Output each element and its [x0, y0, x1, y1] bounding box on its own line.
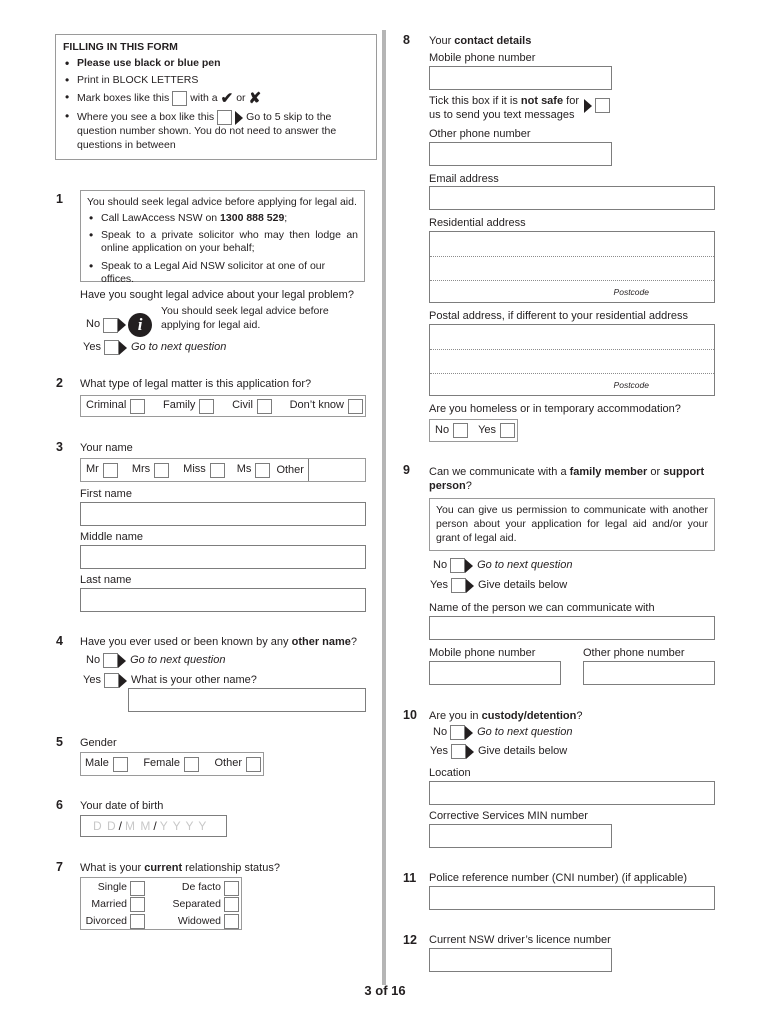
- q7-option-single: Single: [83, 880, 145, 896]
- q3-title-ms: Ms: [237, 463, 271, 478]
- q5-option-male: Male: [85, 757, 128, 772]
- q1-no-arrow-icon: [118, 318, 126, 332]
- q10-yes-row: [430, 744, 567, 759]
- sample-skip-checkbox: [217, 110, 232, 125]
- middle-name-label: Middle name: [80, 531, 143, 543]
- q7-options-box: [80, 877, 242, 930]
- q7-divorced-checkbox[interactable]: [130, 914, 145, 929]
- q1-no-label: No: [86, 318, 101, 331]
- q2-dont-know-checkbox[interactable]: [348, 399, 363, 414]
- homeless-options-box: [429, 419, 518, 442]
- q7-de-facto-checkbox[interactable]: [224, 881, 239, 896]
- dob-day-placeholder: D D: [93, 818, 117, 833]
- q7-option-separated: Separated: [159, 896, 239, 913]
- q7-right-column: [159, 880, 239, 930]
- q3-title-miss: Miss: [183, 463, 225, 478]
- q7-left-column: [83, 880, 145, 930]
- last-name-label: Last name: [80, 574, 132, 586]
- q3-question: Your name: [80, 442, 133, 454]
- q10-yes-arrow-icon: [466, 745, 474, 759]
- q3-title-box: [80, 458, 366, 482]
- q7-option-married: Married: [83, 896, 145, 913]
- q2-options-box: [80, 395, 366, 417]
- email-input[interactable]: [429, 186, 715, 210]
- residential-postcode-label: Postcode: [613, 287, 649, 298]
- q9-no-row: [433, 558, 572, 573]
- q1-no-row: [86, 313, 152, 337]
- instructions-list: [63, 57, 369, 152]
- q3-title-mrs: Mrs: [132, 463, 169, 478]
- q10-no-arrow-icon: [465, 726, 473, 740]
- q4-yes-checkbox[interactable]: [104, 673, 119, 688]
- q9-yes-arrow-icon: [466, 579, 474, 593]
- q7-option-divorced: Divorced: [83, 913, 145, 930]
- middle-name-input[interactable]: [80, 545, 366, 569]
- q9-yes-text: Give details below: [477, 578, 568, 591]
- first-name-input[interactable]: [80, 502, 366, 526]
- question-number-5: 5: [56, 735, 63, 749]
- sample-checkbox: [172, 91, 187, 106]
- q10-yes-checkbox[interactable]: [451, 744, 466, 759]
- page-number: 3 of 16: [364, 983, 406, 998]
- q10-yes-text: Give details below: [477, 744, 568, 757]
- min-number-input[interactable]: [429, 824, 612, 848]
- dob-separator-1: /: [118, 818, 124, 833]
- q5-other-checkbox[interactable]: [246, 757, 261, 772]
- q9-yes-label: Yes: [430, 578, 448, 591]
- q3-title-mr: Mr: [86, 463, 118, 478]
- police-reference-input[interactable]: [429, 886, 715, 910]
- date-of-birth-input[interactable]: [80, 815, 227, 837]
- q3-mrs-checkbox[interactable]: [154, 463, 169, 478]
- advice-list: [87, 212, 358, 286]
- not-safe-arrow-icon: [584, 99, 592, 113]
- q10-no-row: [433, 725, 572, 740]
- q4-yes-arrow-icon: [119, 674, 127, 688]
- q9-info-box: You can give us permission to communicate with another person about your application for legal aid and/or your grant of legal aid.: [429, 498, 715, 551]
- question-number-4: 4: [56, 634, 63, 648]
- q7-separated-checkbox[interactable]: [224, 897, 239, 912]
- contact-person-name-input[interactable]: [429, 616, 715, 640]
- mobile-label: Mobile phone number: [429, 52, 536, 64]
- not-safe-text: Tick this box if it is not safe for us to send you text messages: [429, 95, 579, 122]
- q1-yes-checkbox[interactable]: [104, 340, 119, 355]
- q2-civil-checkbox[interactable]: [257, 399, 272, 414]
- q9-no-checkbox[interactable]: [450, 558, 465, 573]
- contact-other-phone-label: Other phone number: [583, 647, 685, 659]
- q10-no-label: No: [433, 725, 448, 738]
- q3-ms-checkbox[interactable]: [255, 463, 270, 478]
- last-name-input[interactable]: [80, 588, 366, 612]
- column-divider: [382, 30, 386, 985]
- question-number-11: 11: [403, 871, 417, 885]
- question-number-10: 10: [403, 708, 417, 722]
- question-number-8: 8: [403, 33, 410, 47]
- postal-address-input[interactable]: [429, 324, 715, 396]
- question-number-6: 6: [56, 798, 63, 812]
- q4-no-arrow-icon: [118, 654, 126, 668]
- other-phone-input[interactable]: [429, 142, 612, 166]
- q4-no-checkbox[interactable]: [103, 653, 118, 668]
- residential-address-input[interactable]: [429, 231, 715, 303]
- q5-option-female: Female: [143, 757, 199, 772]
- homeless-yes-checkbox[interactable]: [500, 423, 515, 438]
- postal-postcode-label: Postcode: [613, 380, 649, 391]
- instructions-title: FILLING IN THIS FORM: [63, 41, 178, 53]
- homeless-label: Are you homeless or in temporary accommodation?: [429, 403, 681, 415]
- contact-mobile-input[interactable]: [429, 661, 561, 685]
- q4-yes-row: [83, 673, 257, 688]
- q5-female-checkbox[interactable]: [184, 757, 199, 772]
- instruction-print: • Print in BLOCK LETTERS: [63, 74, 369, 87]
- legal-advice-box: [80, 190, 365, 285]
- q3-miss-checkbox[interactable]: [210, 463, 225, 478]
- q7-option-de-facto: De facto: [159, 880, 239, 896]
- q1-question: Have you sought legal advice about your legal problem?: [80, 289, 354, 301]
- q4-no-row: [86, 653, 225, 668]
- instruction-mark: • Mark boxes like this with a ✔ or ✘: [63, 91, 369, 106]
- q7-married-checkbox[interactable]: [130, 897, 145, 912]
- homeless-no-checkbox[interactable]: [453, 423, 468, 438]
- q7-widowed-checkbox[interactable]: [224, 914, 239, 929]
- q5-male-checkbox[interactable]: [113, 757, 128, 772]
- q11-question: Police reference number (CNI number) (if applicable): [429, 872, 687, 884]
- postal-label: Postal address, if different to your residential address: [429, 310, 689, 322]
- contact-other-phone-input[interactable]: [583, 661, 715, 685]
- advice-item-lawaccess: • Call LawAccess NSW on 1300 888 529;: [87, 212, 358, 225]
- not-safe-row: [584, 98, 610, 113]
- advice-title: You should seek legal advice before applying for legal aid.: [87, 196, 357, 208]
- q1-yes-row: [83, 340, 226, 355]
- mobile-phone-input[interactable]: [429, 66, 612, 90]
- q12-question: Current NSW driver’s licence number: [429, 934, 611, 946]
- q1-no-checkbox[interactable]: [103, 318, 118, 333]
- q7-option-widowed: Widowed: [159, 913, 239, 930]
- q3-title-other: Other: [276, 459, 309, 481]
- q10-question: Are you in custody/detention?: [429, 710, 583, 722]
- email-label: Email address: [429, 173, 499, 185]
- skip-arrow-icon: [235, 111, 243, 125]
- dob-month-placeholder: M M: [125, 818, 152, 833]
- q1-yes-arrow-icon: [119, 341, 127, 355]
- q8-title: Your contact details: [429, 35, 532, 47]
- question-number-2: 2: [56, 376, 63, 390]
- instructions-box: [55, 34, 377, 160]
- q2-criminal-checkbox[interactable]: [130, 399, 145, 414]
- question-number-1: 1: [56, 192, 63, 206]
- instruction-pen: • Please use black or blue pen: [63, 57, 369, 70]
- q6-question: Your date of birth: [80, 800, 164, 812]
- q5-question: Gender: [80, 737, 117, 749]
- q10-no-checkbox[interactable]: [450, 725, 465, 740]
- question-number-9: 9: [403, 463, 410, 477]
- tick-icon: ✔: [220, 90, 234, 108]
- q5-options-box: [80, 752, 264, 776]
- homeless-yes: Yes: [478, 423, 515, 438]
- advice-item-office: • Speak to a Legal Aid NSW solicitor at one of our offices.: [87, 260, 358, 286]
- q10-no-goto: Go to next question: [477, 725, 573, 738]
- cross-icon: ✘: [248, 90, 262, 108]
- q2-option-family: Family: [163, 399, 214, 414]
- q9-yes-row: [430, 578, 567, 593]
- q7-single-checkbox[interactable]: [130, 881, 145, 896]
- question-number-12: 12: [403, 933, 417, 947]
- q5-option-other: Other: [214, 757, 261, 772]
- q1-yes-label: Yes: [83, 340, 101, 353]
- dob-year-placeholder: Y Y Y Y: [159, 818, 208, 833]
- first-name-label: First name: [80, 488, 132, 500]
- q2-family-checkbox[interactable]: [199, 399, 214, 414]
- drivers-licence-input[interactable]: [429, 948, 612, 972]
- q4-no-goto: Go to next question: [130, 653, 226, 666]
- q1-yes-goto: Go to next question: [130, 340, 227, 353]
- q9-yes-checkbox[interactable]: [451, 578, 466, 593]
- q4-yes-label: Yes: [83, 673, 101, 686]
- other-phone-label: Other phone number: [429, 128, 531, 140]
- q1-no-info-text: You should seek legal advice before applying for legal aid.: [161, 305, 329, 331]
- q9-no-goto: Go to next question: [477, 558, 573, 571]
- contact-mobile-label: Mobile phone number: [429, 647, 536, 659]
- other-name-input[interactable]: [128, 688, 366, 712]
- q2-question: What type of legal matter is this application for?: [80, 378, 312, 390]
- q3-mr-checkbox[interactable]: [103, 463, 118, 478]
- not-safe-checkbox[interactable]: [595, 98, 610, 113]
- q4-no-label: No: [86, 653, 101, 666]
- q2-option-criminal: Criminal: [86, 399, 145, 414]
- min-number-label: Corrective Services MIN number: [429, 810, 588, 822]
- q4-question: Have you ever used or been known by any other name?: [80, 636, 358, 648]
- q9-question: Can we communicate with a family member or support person?: [429, 466, 705, 493]
- location-label: Location: [429, 767, 471, 779]
- info-icon: i: [128, 313, 152, 337]
- q4-yes-text: What is your other name?: [130, 673, 257, 686]
- residential-label: Residential address: [429, 217, 526, 229]
- q2-option-dont-know: Don’t know: [290, 399, 363, 414]
- q7-question: What is your current relationship status?: [80, 862, 280, 874]
- contact-person-name-label: Name of the person we can communicate with: [429, 602, 655, 614]
- dob-separator-2: /: [153, 818, 158, 833]
- question-number-7: 7: [56, 860, 63, 874]
- q9-no-arrow-icon: [465, 559, 473, 573]
- question-number-3: 3: [56, 440, 63, 454]
- q2-option-civil: Civil: [232, 399, 272, 414]
- q9-no-label: No: [433, 558, 448, 571]
- q10-yes-label: Yes: [430, 744, 448, 757]
- homeless-no: No: [435, 423, 468, 438]
- q3-other-title-input[interactable]: [309, 459, 365, 481]
- location-input[interactable]: [429, 781, 715, 805]
- advice-item-solicitor: • Speak to a private solicitor who may then lodge an online application on your behalf;: [87, 229, 358, 255]
- instruction-skip: • Where you see a box like this Go to 5 skip to the question number shown. You do not need to answer the questions in between: [63, 110, 369, 151]
